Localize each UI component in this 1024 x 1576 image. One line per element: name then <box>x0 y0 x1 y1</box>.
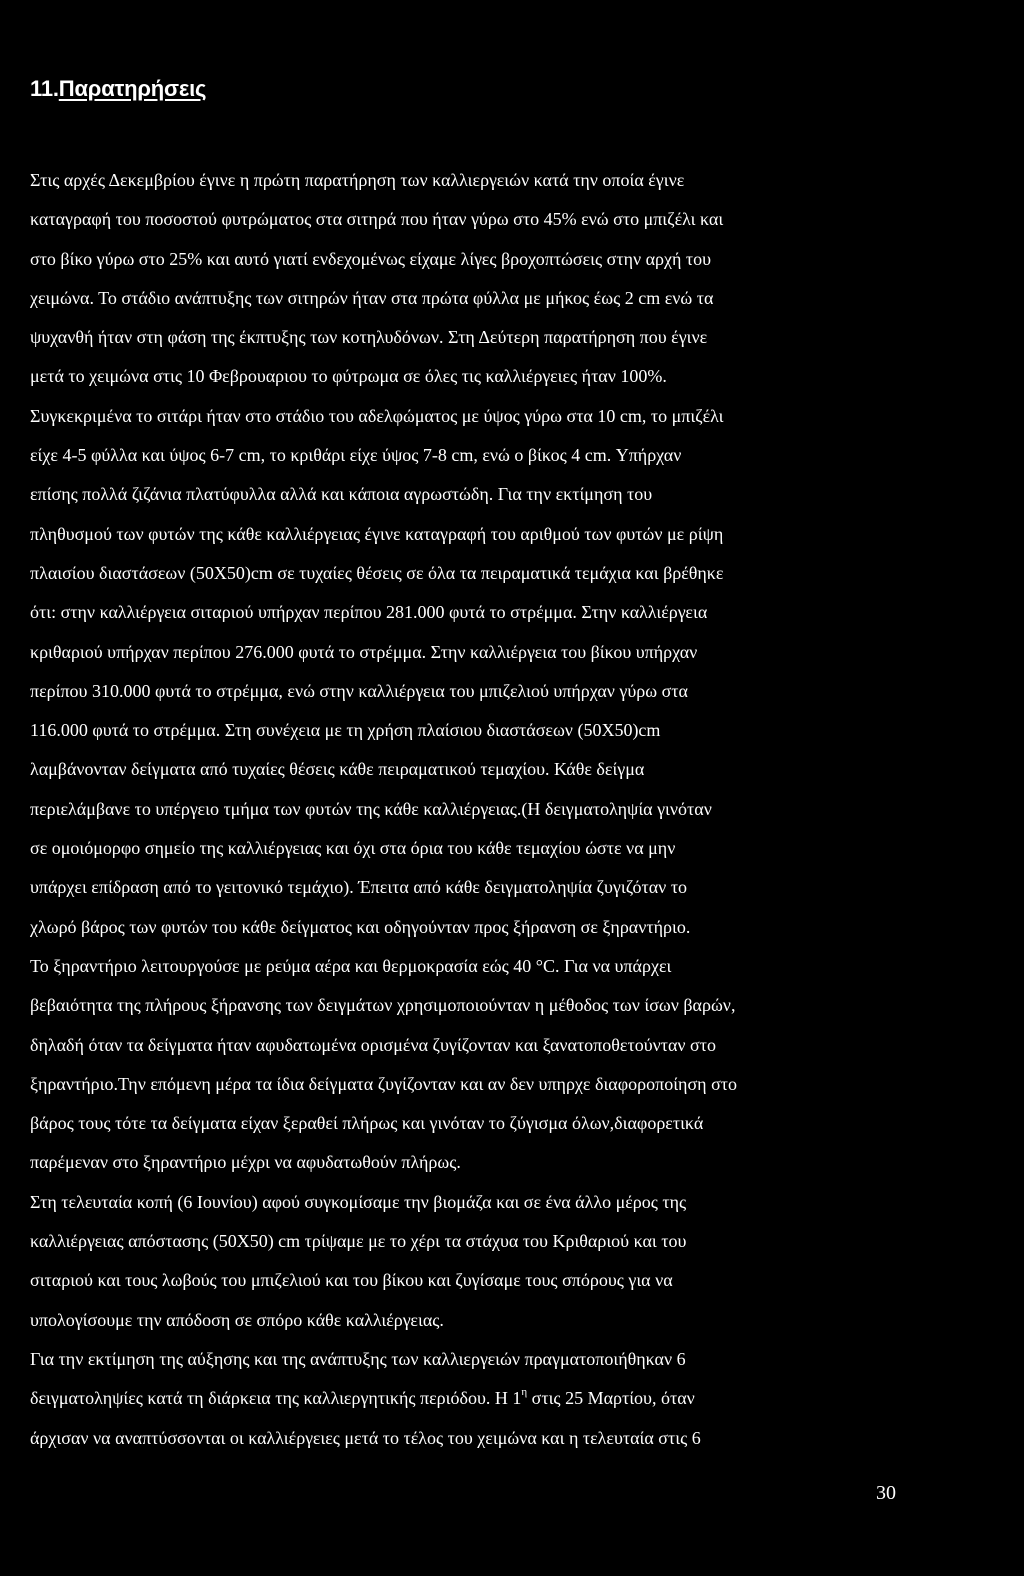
text-line: 116.000 φυτά το στρέμμα. Στη συνέχεια με τη χρήση πλαίσιου διαστάσεων (50Χ50)cm <box>30 720 661 741</box>
text-line: σιταριού και τους λωβούς του μπιζελιού και του βίκου και ζυγίσαμε τους σπόρους για να <box>30 1270 673 1291</box>
text-line: Συγκεκριμένα το σιτάρι ήταν στο στάδιο του αδελφώματος με ύψος γύρω στα 10 cm, το μπιζέλι <box>30 405 724 426</box>
text-line: βεβαιότητα της πλήρους ξήρανσης των δειγμάτων χρησιμοποιούνταν η μέθοδος των ίσων βαρών, <box>30 995 736 1016</box>
text-line: δηλαδή όταν τα δείγματα ήταν αφυδατωμένα ορισμένα ζυγίζονταν και ξανατοποθετούνταν στο <box>30 1034 716 1055</box>
text-line-part: δειγματοληψίες κατά τη διάρκεια της καλλιεργητικής περιόδου. Η 1 <box>30 1388 522 1409</box>
text-line: άρχισαν να αναπτύσσονται οι καλλιέργειες μετά το τέλος του χειμώνα και η τελευταία στις 6 <box>30 1427 701 1448</box>
text-line: είχε 4-5 φύλλα και ύψος 6-7 cm, το κριθάρι είχε ύψος 7-8 cm, ενώ ο βίκος 4 cm. Υπήρχαν <box>30 445 682 466</box>
text-line: βάρος τους τότε τα δείγματα είχαν ξεραθεί πλήρως και γινόταν το ζύγισμα όλων,διαφορετικά <box>30 1113 704 1134</box>
page-number: 30 <box>876 1482 896 1504</box>
text-line: Στη τελευταία κοπή (6 Ιουνίου) αφού συγκομίσαμε την βιομάζα και σε ένα άλλο μέρος της <box>30 1191 687 1212</box>
section-title: Παρατηρήσεις <box>58 76 207 101</box>
text-line: Για την εκτίμηση της αύξησης και της ανάπτυξης των καλλιεργειών πραγματοποιήθηκαν 6 <box>30 1348 686 1369</box>
text-line: καταγραφή του ποσοστού φυτρώματος στα σιτηρά που ήταν γύρω στο 45% ενώ στο μπιζέλι και <box>30 209 724 230</box>
text-line: κριθαριού υπήρχαν περίπου 276.000 φυτά το στρέμμα. Στην καλλιέργεια του βίκου υπήρχαν <box>30 641 698 662</box>
text-line: καλλιέργειας απόστασης (50Χ50) cm τρίψαμε με το χέρι τα στάχυα του Κριθαριού και του <box>30 1231 687 1252</box>
text-line: περιελάμβανε το υπέργειο τμήμα των φυτών της κάθε καλλιέργειας.(Η δειγματοληψία γινόταν <box>30 798 712 819</box>
text-line: ότι: στην καλλιέργεια σιταριού υπήρχαν περίπου 281.000 φυτά το στρέμμα. Στην καλλιέργεια <box>30 602 708 623</box>
text-line-with-superscript <box>30 1383 910 1422</box>
text-line: παρέμεναν στο ξηραντήριο μέχρι να αφυδατωθούν πλήρως. <box>30 1152 461 1173</box>
text-line: ψυχανθή ήταν στη φάση της έκπτυξης των κοτηλυδόνων. Στη Δεύτερη παρατήρηση που έγινε <box>30 327 708 348</box>
text-line: επίσης πολλά ζιζάνια πλατύφυλλα αλλά και κάποια αγρωστώδη. Για την εκτίμηση του <box>30 484 653 505</box>
text-line: Το ξηραντήριο λειτουργούσε με ρεύμα αέρα και θερμοκρασία εώς 40 °C. Για να υπάρχει <box>30 955 672 976</box>
text-line: χειμώνα. Το στάδιο ανάπτυξης των σιτηρών ήταν στα πρώτα φύλλα με μήκος έως 2 cm ενώ τα <box>30 287 714 308</box>
text-line: λαμβάνονταν δείγματα από τυχαίες θέσεις κάθε πειραματικού τεμαχίου. Κάθε δείγμα <box>30 759 645 780</box>
text-line: ξηραντήριο.Την επόμενη μέρα τα ίδια δείγματα ζυγίζονταν και αν δεν υπηρχε διαφοροποίηση στο <box>30 1073 738 1094</box>
section-heading <box>30 76 206 102</box>
text-line: Στις αρχές Δεκεμβρίου έγινε η πρώτη παρατήρηση των καλλιεργειών κατά την οποία έγινε <box>30 170 685 190</box>
text-line: στο βίκο γύρω στο 25% και αυτό γιατί ενδεχομένως είχαμε λίγες βροχοπτώσεις στην αρχή του <box>30 248 712 269</box>
text-line-part: στις 25 Μαρτίου, όταν <box>527 1388 695 1409</box>
section-number: 11. <box>30 76 59 101</box>
text-line: πληθυσμού των φυτών της κάθε καλλιέργειας έγινε καταγραφή του αριθμού των φυτών με ρίψη <box>30 523 724 544</box>
text-line: υπολογίσουμε την απόδοση σε σπόρο κάθε καλλιέργειας. <box>30 1309 444 1330</box>
text-line: υπάρχει επίδραση από το γειτονικό τεμάχιο). Έπειτα από κάθε δειγματοληψία ζυγιζόταν το <box>30 877 688 898</box>
text-line: περίπου 310.000 φυτά το στρέμμα, ενώ στην καλλιέργεια του μπιζελιού υπήρχαν γύρω στα <box>30 680 688 701</box>
ordinal-superscript: η <box>521 1386 528 1399</box>
text-line: χλωρό βάρος των φυτών του κάθε δείγματος και οδηγούνταν προς ξήρανση σε ξηραντήριο. <box>30 916 691 937</box>
text-line: μετά το χειμώνα στις 10 Φεβρουαριου το φύτρωμα σε όλες τις καλλιέργειες ήταν 100%. <box>30 366 667 387</box>
text-line: σε ομοιόμορφο σημείο της καλλιέργειας και όχι στα όρια του κάθε τεμαχίου ώστε να μην <box>30 838 676 859</box>
text-line: πλαισίου διαστάσεων (50Χ50)cm σε τυχαίες θέσεις σε όλα τα πειραματικά τεμάχια και βρέθηκε <box>30 562 724 583</box>
body-text <box>30 165 910 1462</box>
